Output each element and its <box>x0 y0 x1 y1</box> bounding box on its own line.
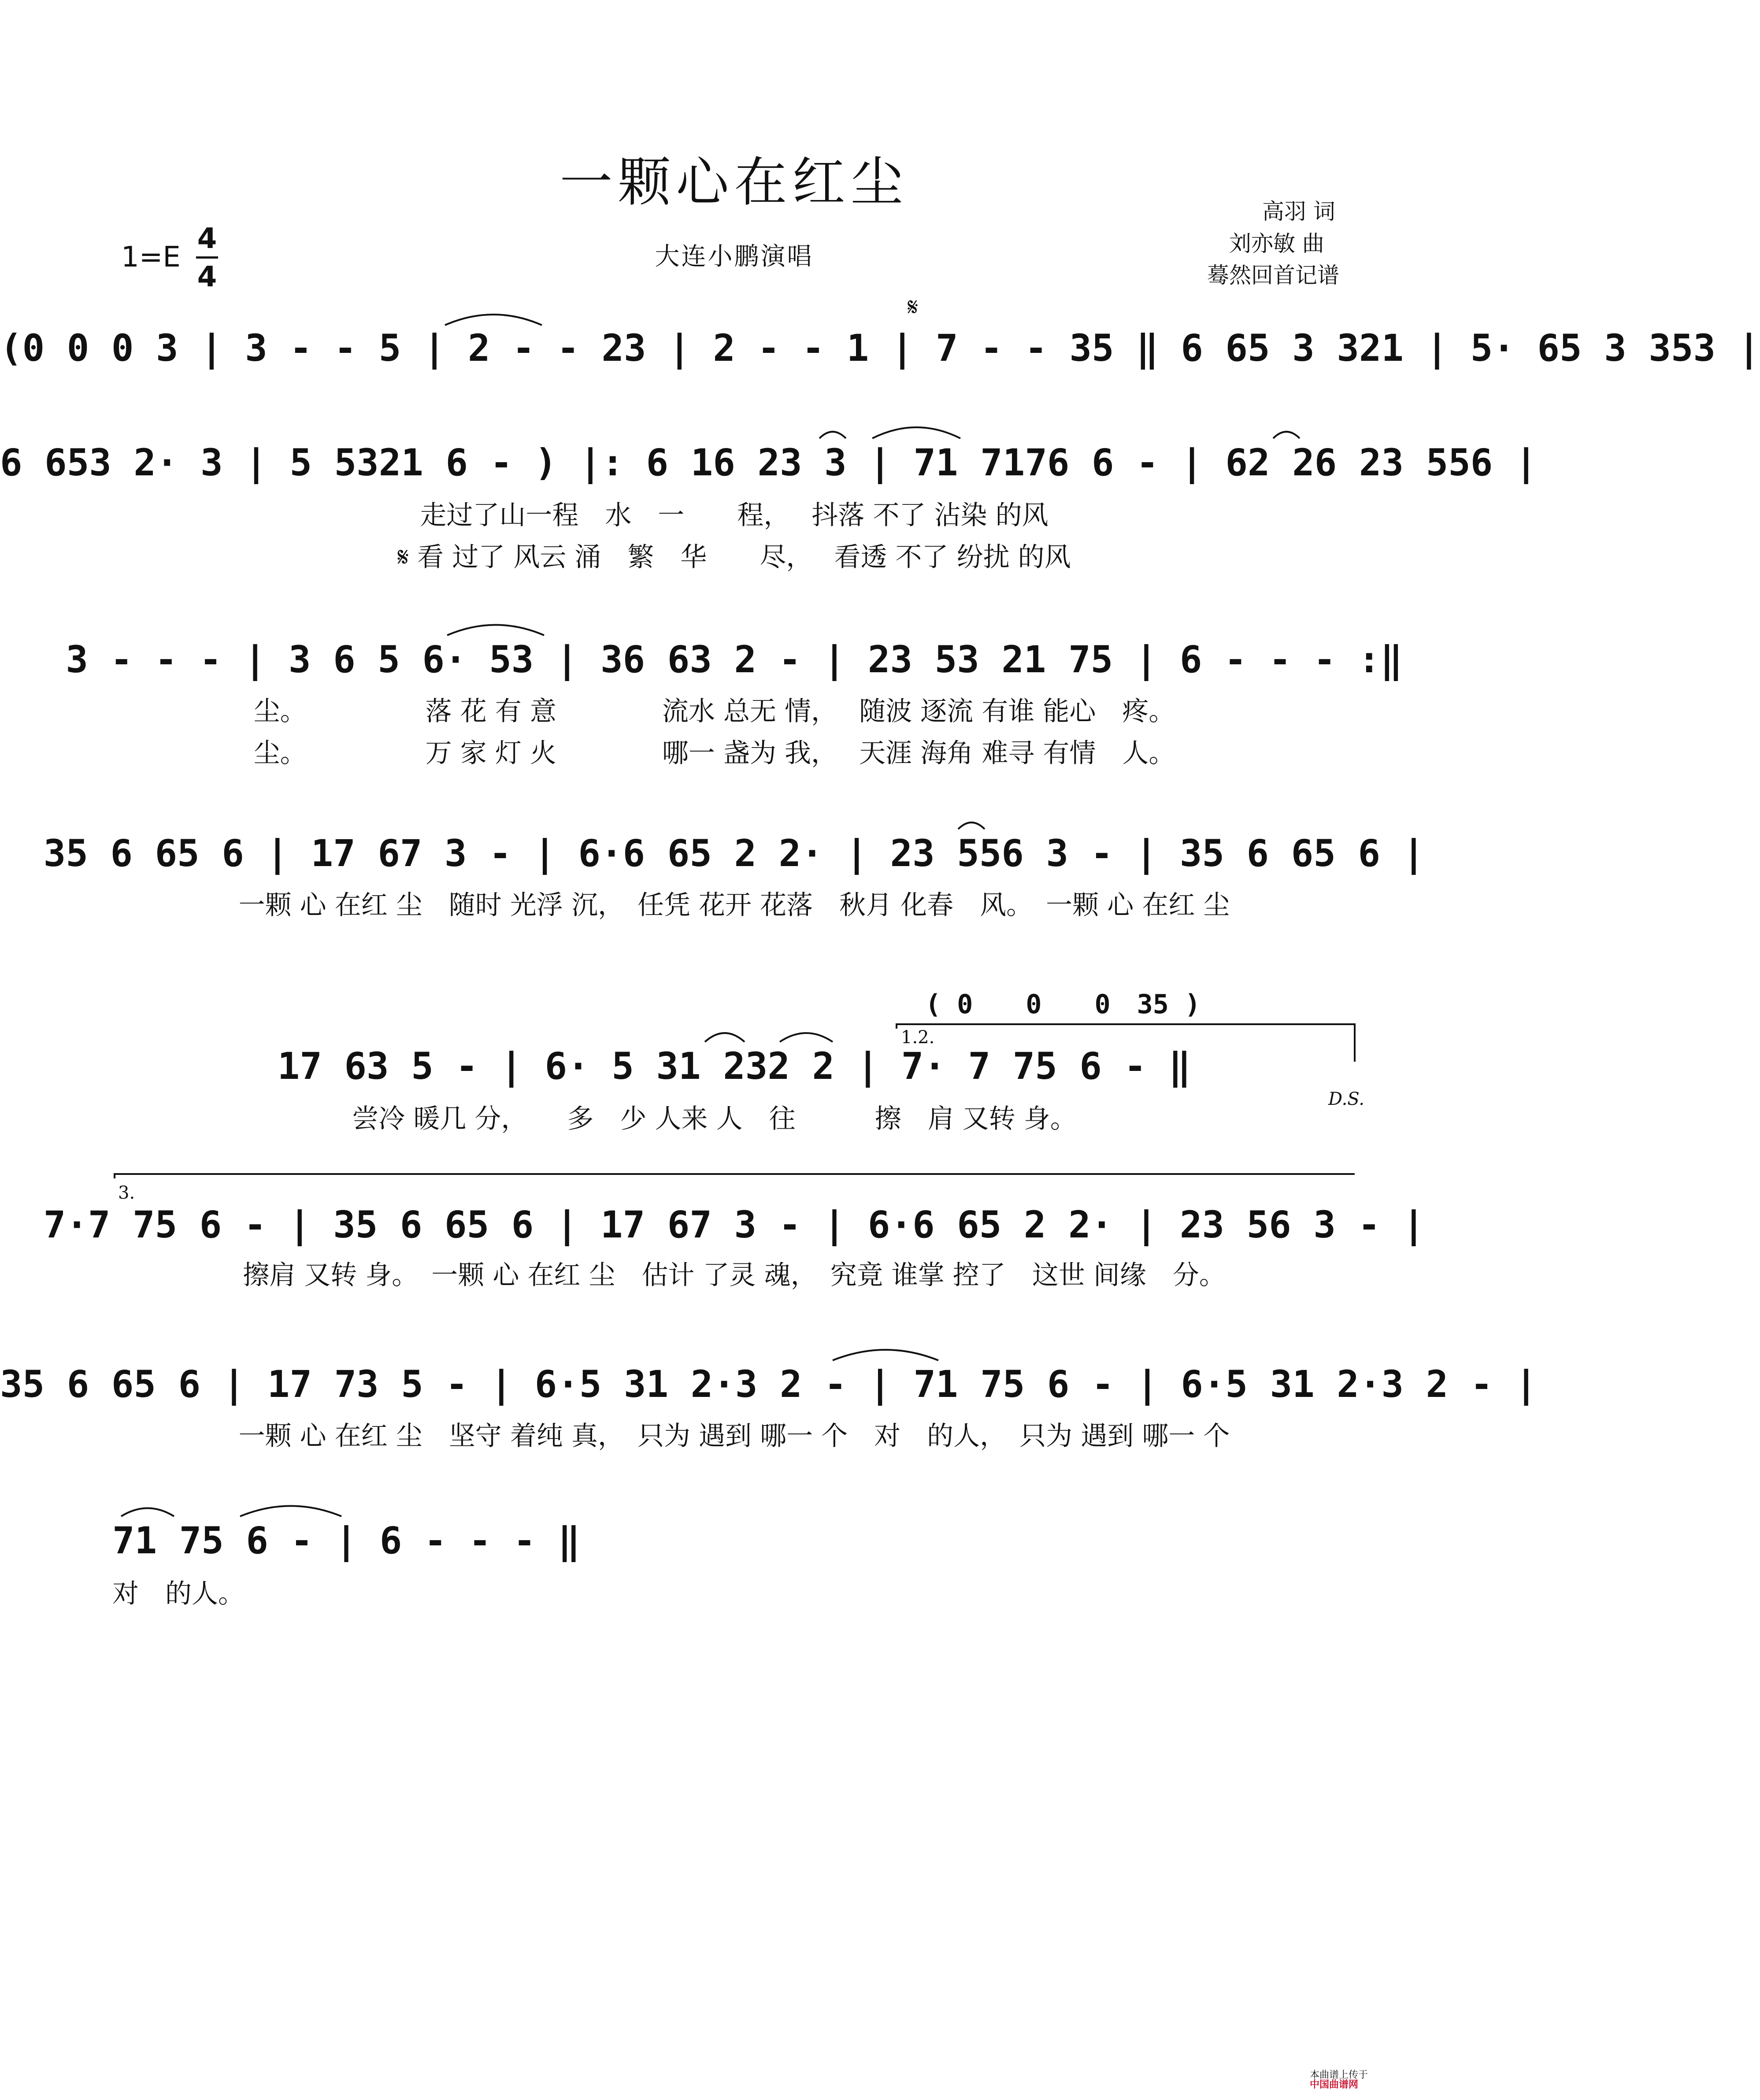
volta-bracket-1-2 <box>897 1024 1355 1062</box>
system-6-volta-label: 3. <box>118 1183 135 1203</box>
slur <box>240 1506 341 1517</box>
volta-bracket-3 <box>115 1174 1355 1178</box>
dal-segno-mark: D.S. <box>1328 1089 1365 1109</box>
system-4-lyrics: 一颗 心 在红 尘 随时 光浮 沉， 任凭 花开 花落 秋月 化春 风。 一颗 心 在红 尘 <box>238 890 1230 921</box>
slur <box>705 1033 745 1042</box>
key-signature: 1=E <box>121 241 181 274</box>
segno-sign: 𝄋 <box>908 293 919 322</box>
system-3-notes: 3 - - - | 3 6 5 6· 53 | 36 63 2 - | 23 53 21 75 | 6 - - - :‖ <box>66 638 1403 681</box>
system-5-lyrics: 尝冷 暖几 分， 多 少 人来 人 往 擦 肩 又转 身。 <box>352 1104 1116 1134</box>
system-1-notes: (0 0 0 3 | 3 - - 5 | 2 - - 23 | 2 - - 1 | 7 - - 35 ‖ 6 65 3 321 | 5· 65 3 353 | <box>0 326 1760 370</box>
system-7-notes: 35 6 65 6 | 17 73 5 - | 6·5 31 2·3 2 - | 71 75 6 - | 6·5 31 2·3 2 - | <box>0 1363 1538 1406</box>
system-6-notes: 7·7 75 6 - | 35 6 65 6 | 17 67 3 - | 6·6 65 2 2· | 23 56 3 - | <box>43 1203 1425 1246</box>
lyricist-credit: 高羽 词 <box>1262 199 1335 224</box>
slur <box>1273 432 1300 438</box>
slur <box>447 625 544 636</box>
system-4-notes: 35 6 65 6 | 17 67 3 - | 6·6 65 2 2· | 23 556 3 - | 35 6 65 6 | <box>43 832 1425 875</box>
system-8-lyrics: 对 的人。 <box>112 1578 245 1609</box>
system-6-lyrics: 擦肩 又转 身。 一颗 心 在红 尘 估计 了灵 魂， 究竟 谁掌 控了 这世 间缘 分。 <box>243 1260 1226 1291</box>
slur <box>121 1508 174 1517</box>
slur <box>833 1350 938 1360</box>
slur <box>780 1033 833 1042</box>
time-signature-top: 4 <box>197 222 217 255</box>
footer-text: 本曲谱上传于 <box>1309 2070 1368 2081</box>
system-8-notes: 71 75 6 - | 6 - - - ‖ <box>112 1519 581 1562</box>
system-2-lyrics-verse-1: 走过了山一程 水 一 程， 抖落 不了 沾染 的风 <box>420 500 1049 531</box>
system-3-lyrics-verse-1: 尘。 落 花 有 意 流水 总无 情， 随波 逐流 有谁 能心 疼。 <box>253 696 1215 727</box>
system-5-volta-label: 1.2. <box>901 1027 935 1048</box>
footer-source <box>1297 2061 1368 2100</box>
footer-brand-logo[interactable]: 中国曲谱网 <box>1309 2079 1358 2090</box>
system-7-lyrics: 一颗 心 在红 尘 坚守 着纯 真， 只为 遇到 哪一 个 对 的人， 只为 遇到 哪一 个 <box>238 1421 1230 1452</box>
system-2-notes: 6 653 2· 3 | 5 5321 6 - ) |: 6 16 23 3 | 71 7176 6 - | 62 26 23 556 | <box>0 441 1538 484</box>
slur <box>819 432 846 438</box>
system-5-intro-notes: ( 0 0 0 35 ) <box>925 989 1201 1020</box>
system-2-lyrics-verse-2: 𝄋 看 过了 风云 涌 繁 华 尽， 看透 不了 纷扰 的风 <box>397 542 1071 573</box>
system-5-notes: 17 63 5 - | 6· 5 31 232 2 | 7· 7 75 6 - ‖ <box>277 1044 1191 1088</box>
song-title: 一颗心在红尘 <box>559 152 909 213</box>
slur <box>445 315 542 325</box>
composer-credit: 刘亦敏 曲 <box>1229 231 1324 256</box>
singer-credit: 大连小鹏演唱 <box>655 242 814 271</box>
system-3-lyrics-verse-2: 尘。 万 家 灯 火 哪一 盏为 我， 天涯 海角 难寻 有情 人。 <box>253 738 1215 769</box>
slur <box>872 427 960 438</box>
slur <box>958 822 985 829</box>
time-signature-bottom: 4 <box>197 261 217 293</box>
transcriber-credit: 蓦然回首记谱 <box>1207 263 1339 288</box>
